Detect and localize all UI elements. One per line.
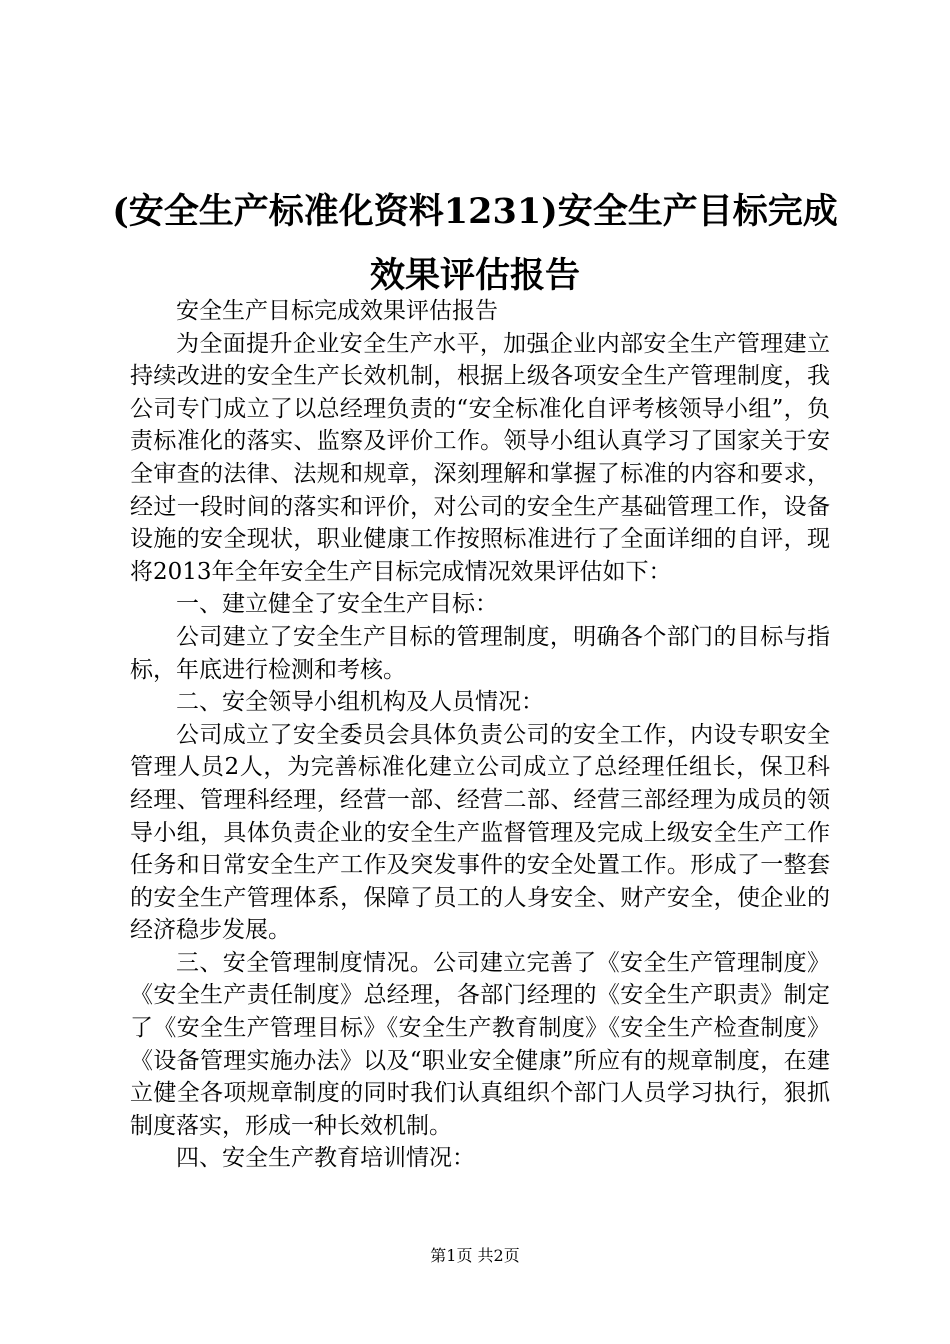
paragraph-section-2: 公司成立了安全委员会具体负责公司的安全工作，内设专职安全管理人员2人，为完善标准化建立公司成立了总经理任组长，保卫科经理、管理科经理，经营一部、经营二部、经营三部经理为成员的领导小组，具体负责企业的安全生产监督管理及完成上级安全生产工作任务和日常安全生产工作及突发事件的安全处置工作。形成了一整套的安全生产管理体系，保障了员工的人身安全、财产安全，使企业的经济稳步发展。: [130, 721, 830, 944]
document-body: [130, 295, 830, 1175]
paragraph-section-3: 三、安全管理制度情况。公司建立完善了《安全生产管理制度》《安全生产责任制度》总经理，各部门经理的《安全生产职责》制定了《安全生产管理目标》《安全生产教育制度》《安全生产检查制度》《设备管理实施办法》以及“职业安全健康”所应有的规章制度，在建立健全各项规章制度的同时我们认真组织个部门人员学习执行，狠抓制度落实，形成一种长效机制。: [130, 949, 830, 1139]
paragraph-subtitle: 安全生产目标完成效果评估报告: [176, 298, 498, 324]
section-heading-1: 一、建立健全了安全生产目标：: [176, 591, 498, 618]
paragraph-intro: 为全面提升企业安全生产水平，加强企业内部安全生产管理建立持续改进的安全生产长效机制，根据上级各项安全生产管理制度，我公司专门成立了以总经理负责的“安全标准化自评考核领导小组”，负责标准化的落实、监察及评价工作。领导小组认真学习了国家关于安全审查的法律、法规和规章，深刻理解和掌握了标准的内容和要求，经过一段时间的落实和评价，对公司的安全生产基础管理工作，设备设施的安全现状，职业健康工作按照标准进行了全面详细的自评，现将2013年全年安全生产目标完成情况效果评估如下：: [130, 330, 830, 585]
page-total: 共2页: [477, 1246, 520, 1265]
section-heading-4: 四、安全生产教育培训情况：: [176, 1145, 475, 1172]
page-footer: [0, 1246, 950, 1266]
page-number: 第1页: [430, 1246, 473, 1265]
document-title: (安全生产标准化资料1231)安全生产目标完成效果评估报告: [112, 191, 838, 296]
paragraph-section-1: 公司建立了安全生产目标的管理制度，明确各个部门的目标与指标，年底进行检测和考核。: [130, 623, 830, 683]
section-heading-2: 二、安全领导小组机构及人员情况：: [176, 689, 544, 716]
